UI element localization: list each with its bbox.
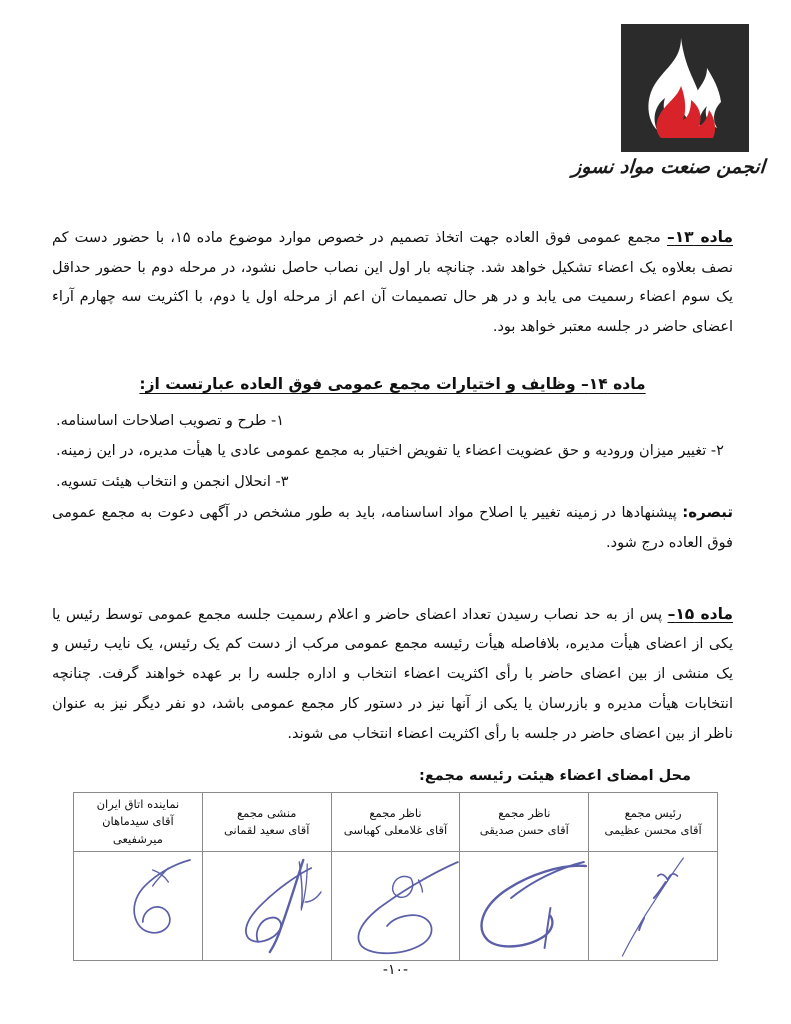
logo-caption: انجمن صنعت مواد نسوز	[571, 156, 766, 178]
article-13-label: ماده ۱۳–	[666, 228, 734, 246]
article-15-label: ماده ۱۵–	[667, 604, 734, 623]
article-14-heading-text: ماده ۱۴– وظایف و اختیارات مجمع عمومی فوق العاده عبارتست از:	[139, 374, 646, 393]
table-header-cell	[331, 793, 460, 852]
table-header-cell	[589, 793, 718, 852]
document-body	[52, 222, 733, 749]
article-15-text: پس از به حد نصاب رسیدن تعداد اعضای حاضر و اعلام رسمیت جلسه مجمع عمومی توسط رئیس یا یکی از اعضای هیأت مدیره، بلافاصله هیأت رئیسه مجمع عمومی مرکب از دست کم یک رئیس، یک نایب رئیس و یک منشی از بین اعضای حاضر با رأی اکثریت اعضاء انتخاب و اداره جلسه را بر عهده خواهند گرفت. چنانچه انتخابات هیأت مدیره و بازرسان یا یکی از آنها نیز در دستور کار مجمع عمومی باشد، دو نفر دیگر نیز به عنوان ناظر از بین اعضای حاضر در جلسه با رأی اکثریت اعضاء انتخاب می شوند.	[52, 606, 733, 742]
article-14-item-list	[52, 406, 733, 497]
table-row-headers	[74, 793, 718, 852]
note-text: پیشنهادها در زمینه تغییر یا اصلاح مواد اساسنامه، باید به طور مشخص در آگهی دعوت به مجمع عمومی فوق العاده درج شود.	[52, 505, 733, 551]
table-header-cell	[202, 793, 331, 852]
signature-cell	[331, 851, 460, 960]
signer-name: آقای سیدماهان میرشفیعی	[102, 814, 174, 846]
signer-name: آقای سعید لقمانی	[223, 822, 310, 837]
note-label: تبصره:	[682, 503, 733, 522]
signer-name: آقای محسن عظیمی	[604, 822, 702, 837]
signature-cell	[460, 851, 589, 960]
section-spacer	[52, 559, 733, 599]
signer-role: منشی مجمع	[236, 805, 297, 820]
signer-name: آقای غلامعلی کهباسی	[343, 822, 448, 837]
flame-icon	[621, 24, 749, 152]
table-header-cell	[74, 793, 203, 852]
article-14-heading	[52, 369, 733, 400]
signer-role: رئیس مجمع	[624, 805, 682, 820]
signature-section-title: محل امضای اعضاء هیئت رئیسه مجمع:	[419, 768, 691, 784]
article-13-text: مجمع عمومی فوق العاده جهت اتخاذ تصمیم در خصوص موارد موضوع ماده ۱۵، با حضور دست کم نصف بعلاوه یک اعضاء تشکیل خواهد شد. چنانچه بار اول این نصاب حاصل نشود، در مرحله دوم با حضور حداقل یک سوم اعضاء رسمیت می یابد و در هر حال تصمیمات آن اعم از مرحله اول یا دوم، با اکثریت سه چهارم آراء اعضای حاضر در جلسه معتبر خواهد بود.	[52, 230, 733, 336]
article-15-paragraph	[52, 599, 733, 750]
list-item: ۱- طرح و تصویب اصلاحات اساسنامه.	[56, 412, 285, 429]
list-item: ۲- تغییر میزان ورودیه و حق عضویت اعضاء یا تفویض اختیار به مجمع عمومی عادی یا هیأت مدیره، در این زمینه.	[56, 443, 724, 460]
signer-name: آقای حسن صدیقی	[479, 822, 569, 837]
signer-role: نماینده اتاق ایران	[96, 797, 180, 811]
signature-section	[52, 768, 739, 961]
article-14-note-paragraph	[52, 497, 733, 558]
organization-logo	[571, 24, 766, 178]
list-item: ۳- انحلال انجمن و انتخاب هیئت تسویه.	[56, 473, 289, 490]
table-row-signatures	[74, 851, 718, 960]
article-13-paragraph	[52, 222, 733, 343]
signature-cell	[202, 851, 331, 960]
table-header-cell	[460, 793, 589, 852]
signature-cell	[589, 851, 718, 960]
signer-role: ناظر مجمع	[498, 805, 551, 820]
signature-cell	[74, 851, 203, 960]
signer-role: ناظر مجمع	[369, 805, 422, 820]
signature-table	[73, 792, 718, 961]
page-number: -۱۰-	[382, 962, 409, 978]
